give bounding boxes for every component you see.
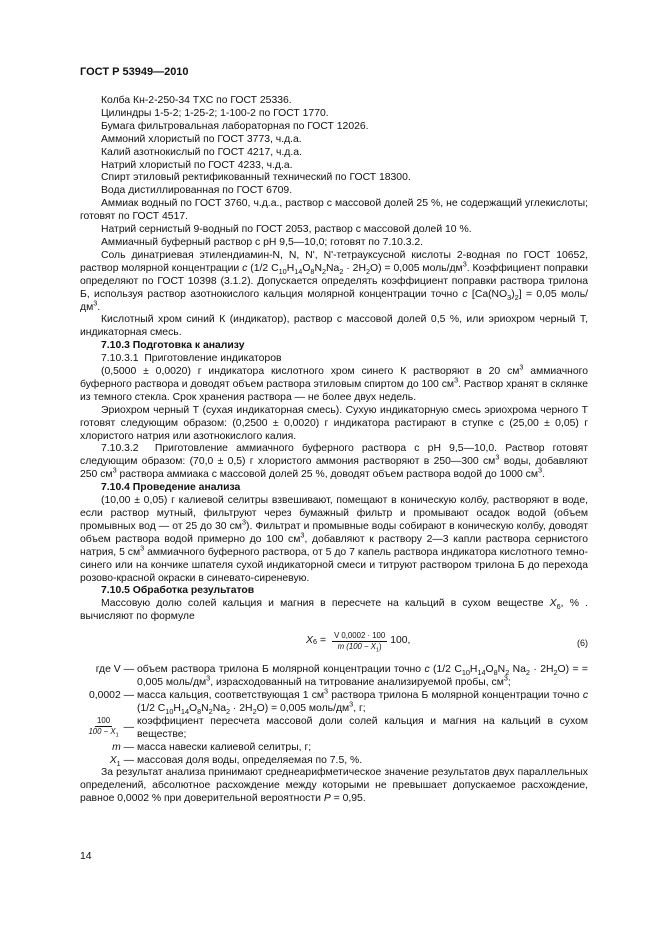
definition-m: m — масса навески калиевой селитры, г; xyxy=(112,741,312,753)
eriochrome-paragraph: Эриохром черный Т (сухая индикаторная смесь). Сухую индикаторную смесь эриохрома черного Т готовят следующим образом: (0,2500 ± 0,0020) г индикатора растирают в ступке с (25,00 ± 0,05) г хлористого натрия или азотнокислого калия. xyxy=(80,404,588,442)
formula-expression: X 6 = $\frac{V 0,0002 \cdot 100}{m (100 - X_1)}$ 100, xyxy=(306,631,411,654)
reagent-line: Аммоний хлористый по ГОСТ 3773, ч.д.а. xyxy=(101,133,302,145)
reagent-line: Натрий хлористый по ГОСТ 4233, ч.д.а. xyxy=(101,159,293,171)
section-7-10-3-heading: 7.10.3 Подготовка к анализу xyxy=(101,340,245,352)
calculation-paragraph: Массовую долю солей кальция и магния в пересчете на кальций в сухом веществе $X_6$, % . вычисляют по формуле xyxy=(80,598,588,623)
reagent-line: Аммиачный буферный раствор с pH 9,5—10,0; готовят по 7.10.3.2. xyxy=(101,236,424,248)
buffer-paragraph: 7.10.3.2 Приготовление аммиачного буферного раствора с pH 9,5—10,0. Раствор готовят следующим образом: (70,0 ± 0,5) г хлористого аммония растворяют в 250—300 $см^3$ воды, добавляют 250 $см^3$ раствора аммиака с массовой долей 25 %, доводят объем раствора водой до 1000 $см^3$. xyxy=(80,443,588,481)
reagent-line: Калий азотнокислый по ГОСТ 4217, ч.д.а. xyxy=(101,146,302,158)
document-body xyxy=(80,95,588,806)
formula-definitions xyxy=(80,664,588,767)
section-7-10-4-heading: 7.10.4 Проведение анализа xyxy=(101,482,241,494)
section-7-10-3-1-heading: 7.10.3.1 Приготовление индикаторов xyxy=(101,353,282,365)
result-paragraph: За результат анализа принимают среднеарифметическое значение результатов двух параллельных определений, абсолютное расхождение между которыми не превышает допускаемое расхождение, равное 0,0002 % при доверительной вероятности P = 0,95. xyxy=(80,767,588,805)
formula-6 xyxy=(80,628,588,662)
page-number: 14 xyxy=(80,851,92,862)
document-header: ГОСТ Р 53949—2010 xyxy=(80,66,189,78)
definition-v: где V — объем раствора трилона Б молярной концентрации точно c (1/2 $C_{10}H_{14}O_8N_2$ $Na_2 \cdot 2H_2O$) = = 0,005 моль/$дм^3$, израсходованный на титрование анализируемой пробы, $см^3$; xyxy=(95,664,588,689)
equation-number: (6) xyxy=(577,638,588,649)
reagent-line: Бумага фильтровальная лабораторная по ГОСТ 12026. xyxy=(101,120,369,132)
reagent-line: Колба Кн-2-250-34 ТХС по ГОСТ 25336. xyxy=(101,95,292,106)
trilon-paragraph: Соль динатриевая этилендиамин-N, N, N', N'-тетрауксусной кислоты 2-водная по ГОСТ 10652, раствор молярной концентрации c (1/2 $C_{10}H_{14}O_8N_2Na_2 \cdot 2H_2O) = 0,005$ моль/$дм^3$. Коэффициент поправки определяют по ГОСТ 10398 (3.1.2). Допускается определять коэффициент поправки раствора трилона Б, используя раствор азотнокислого кальция молярной концентрации точно c $[Ca(NO_3)_2] = 0,05$ моль/$дм^3$. xyxy=(80,249,588,313)
section-7-10-5-heading: 7.10.5 Обработка результатов xyxy=(101,585,255,597)
analysis-paragraph: (10,00 ± 0,05) г калиевой селитры взвешивают, помещают в коническую колбу, растворяют в воде, если раствор мутный, фильтруют через бумажный фильтр и промывают осадок водой (объем промывных вод — от 25 до 30 $см^3$). Фильтрат и промывные воды собирают в коническую колбу, доводят объем раствора водой примерно до 100 $см^3$, добавляют к раствору 2—3 капли раствора сернистого натрия, 5 $см^3$ аммиачного буферного раствора, от 5 до 7 капель раствора индикатора кислотного темно-синего или на кончике шпателя сухой индикаторной смеси и титруют раствором трилона Б до перехода розово-красной окраски в синевато-сиреневую. xyxy=(80,495,588,584)
reagent-line: Вода дистиллированная по ГОСТ 6709. xyxy=(101,185,293,197)
coefficient-fraction: $\frac{100}{100 - X_1}$ xyxy=(88,715,119,739)
definition-coefficient: $\frac{100}{100 - X_1}$ — коэффициент пересчета массовой доли солей кальция и магния на кальций в сухом веществе; xyxy=(88,715,588,740)
definition-x1: $X_1$ — массовая доля воды, определяемая по 7.5, %. xyxy=(109,754,363,768)
formula-fraction: $\frac{V 0,0002 \cdot 100}{m (100 - X_1)}$ xyxy=(334,631,386,654)
indicator-paragraph: Кислотный хром синий К (индикатор), раствор с массовой долей 0,5 %, или эриохром черный Т, индикаторная смесь. xyxy=(80,314,588,339)
reagent-line: Натрий сернистый 9-водный по ГОСТ 2053, раствор с массовой долей 10 %. xyxy=(101,224,472,236)
reagent-line: Цилиндры 1-5-2; 1-25-2; 1-100-2 по ГОСТ 1770. xyxy=(101,107,329,119)
reagent-line: Аммиак водный по ГОСТ 3760, ч.д.а., раствор с массовой долей 25 %, не содержащий углекислоты; готовят по ГОСТ 4517. xyxy=(80,198,588,223)
indicator-prep-paragraph: (0,5000 ± 0,0020) г индикатора кислотного хром синего К растворяют в 20 $см^3$ аммиачного буферного раствора и доводят объем раствора этиловым спиртом до 100 $см^3$. Раствор хранят в склянке из темного стекла. Срок хранения раствора — не более двух недель. xyxy=(80,362,589,403)
reagent-line: Спирт этиловый ректификованный технический по ГОСТ 18300. xyxy=(101,172,411,184)
definition-0-0002: 0,0002 — масса кальция, соответствующая 1 $см^3$ раствора трилона Б молярной концентрации точно c (1/2 $C_{10}H_{14}O_8N_2Na_2 \cdot 2H_2O) = 0,005$ моль/$дм^3$, г; xyxy=(88,686,589,716)
